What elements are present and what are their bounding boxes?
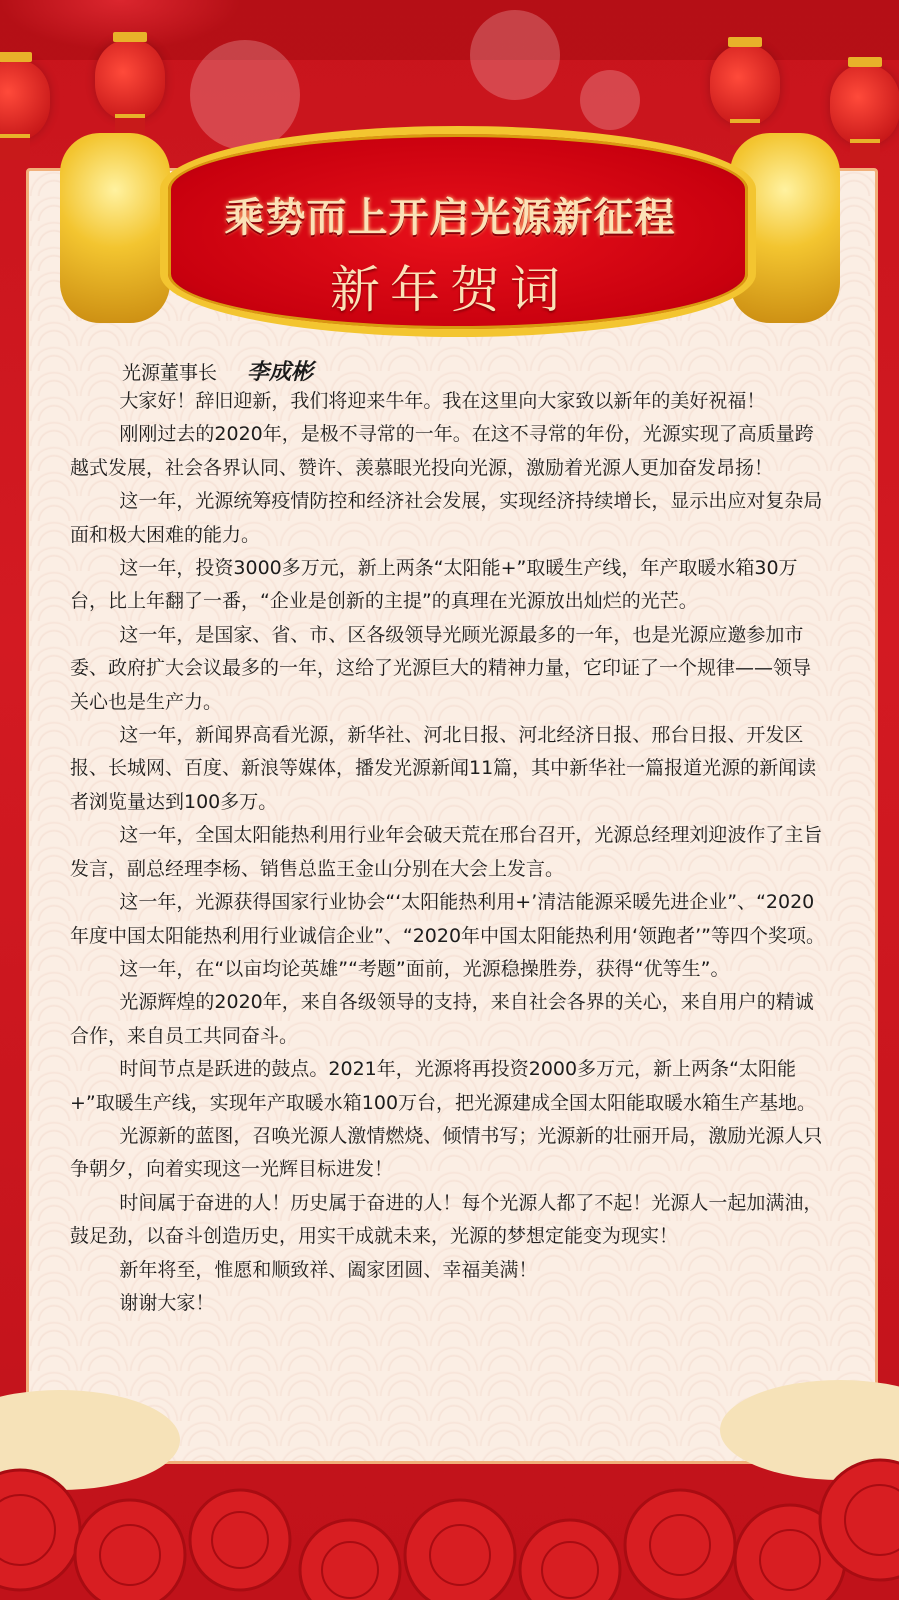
paragraph: 这一年，在“以亩均论英雄”“考题”面前，光源稳操胜券，获得“优等生”。 [119,957,730,980]
lantern-icon [830,65,899,145]
paragraph: 时间属于奋进的人！历史属于奋进的人！每个光源人都了不起！光源人一起加满油，鼓足劲，以奋斗创造历史，用实干成就未来，光源的梦想定能变为现实！ [70,1191,823,1248]
letter-body [70,385,826,1320]
paragraph: 新年将至，惟愿和顺致祥、阖家团圆、幸福美满！ [119,1258,538,1281]
swirl-circle [190,1490,290,1590]
title-banner [120,108,780,333]
paragraph: 这一年，全国太阳能热利用行业年会破天荒在邢台召开，光源总经理刘迎波作了主旨发言，副总经理李杨、销售总监王金山分别在大会上发言。 [70,824,823,880]
paragraph: 这一年，光源获得国家行业协会“‘太阳能热利用+’清洁能源采暖先进企业”、“2020年度中国太阳能热利用行业诚信企业”、“2020年中国太阳能热利用‘领跑者’”等四个奖项。 [70,891,825,947]
page-title: 乘势而上开启光源新征程 [224,195,676,241]
page-subtitle: 新年贺词 [330,261,570,319]
paragraph: 光源辉煌的2020年，来自各级领导的支持，来自社会各界的关心，来自用户的精诚合作，来自员工共同奋斗。 [70,991,814,1047]
paragraph: 时间节点是跃进的鼓点。2021年，光源将再投资2000多万元，新上两条“太阳能+”取暖生产线，实现年产取暖水箱100万台，把光源建成全国太阳能取暖水箱生产基地。 [70,1058,817,1114]
swirl-circle [520,1520,620,1600]
byline [122,355,313,386]
bokeh-decoration [470,10,560,100]
lantern-icon [0,60,50,140]
cloud-decoration [0,1380,899,1600]
signature: 李成彬 [247,359,314,385]
paragraph: 这一年，是国家、省、市、区各级领导光顾光源最多的一年，也是光源应邀参加市委、政府扩大会议最多的一年，这给了光源巨大的精神力量，它印证了一个规律——领导关心也是生产力。 [70,623,812,713]
author-position: 光源董事长 [122,362,218,384]
paragraph: 这一年，新闻界高看光源，新华社、河北日报、河北经济日报、邢台日报、开发区报、长城网、百度、新浪等媒体，播发光源新闻11篇，其中新华社一篇报道光源的新闻读者浏览量达到100多万。 [70,724,817,813]
paragraph: 刚刚过去的2020年，是极不寻常的一年。在这不寻常的年份，光源实现了高质量跨越式发展，社会各界认同、赞许、羡慕眼光投向光源，激励着光源人更加奋发昂扬！ [70,423,814,479]
swirl-circle [300,1520,400,1600]
paragraph: 大家好！辞旧迎新，我们将迎来牛年。我在这里向大家致以新年的美好祝福！ [119,390,766,412]
paragraph: 谢谢大家！ [119,1291,215,1314]
swirl-circle [625,1490,735,1600]
paragraph: 光源新的蓝图，召唤光源人激情燃烧、倾情书写；光源新的壮丽开局，激励光源人只争朝夕，向着实现这一光辉目标进发！ [70,1124,823,1181]
paragraph: 这一年，投资3000多万元，新上两条“太阳能+”取暖生产线，年产取暖水箱30万台，比上年翻了一番，“企业是创新的主提”的真理在光源放出灿烂的光芒。 [70,557,798,613]
paragraph: 这一年，光源统筹疫情防控和经济社会发展，实现经济持续增长，显示出应对复杂局面和极大困难的能力。 [70,490,823,546]
